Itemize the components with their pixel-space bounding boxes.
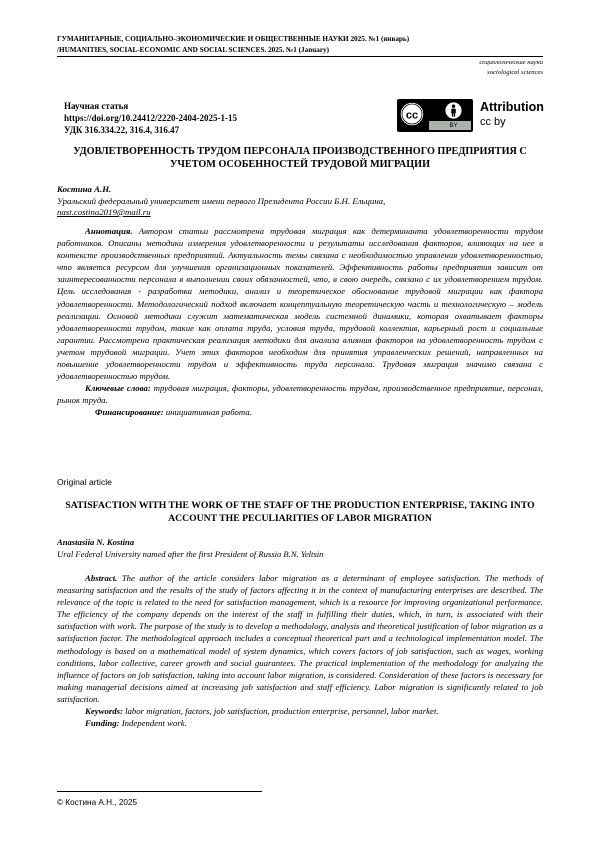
keywords-en: [57, 705, 543, 717]
footnote-divider: [57, 791, 262, 792]
abstract-ru-block: [57, 225, 543, 419]
funding-ru-label: Финансирование:: [95, 407, 164, 417]
section-topic: [479, 58, 543, 78]
funding-en-label: Funding:: [85, 718, 120, 728]
keywords-en-text: labor migration, factors, job satisfaction, production enterprise, personnel, labor market.: [125, 706, 438, 716]
abstract-ru: [57, 225, 543, 382]
abstract-en: [57, 572, 543, 705]
udc-code: УДК 316.334.22, 316.4, 316.47: [64, 124, 237, 136]
topic-en: sociological sciences: [479, 68, 543, 78]
keywords-ru-label: Ключевые слова:: [85, 383, 151, 393]
article-title-en: SATISFACTION WITH THE WORK OF THE STAFF OF THE PRODUCTION ENTERPRISE, TAKING INTO ACCOUNT THE PECULIARITIES OF LABOR MIGRATION: [57, 500, 543, 525]
doi-link[interactable]: https://doi.org/10.24412/2220-2404-2025-1-15: [64, 112, 237, 124]
person-icon: [444, 101, 463, 120]
journal-header-ru: ГУМАНИТАРНЫЕ, СОЦИАЛЬНО-ЭКОНОМИЧЕСКИЕ И ОБЩЕСТВЕННЫЕ НАУКИ 2025. №1 (январь): [57, 34, 547, 45]
topic-ru: социологические науки: [479, 58, 543, 68]
svg-text:cc: cc: [406, 110, 418, 122]
copyright-notice: © Костина А.Н., 2025: [57, 797, 137, 808]
keywords-ru: [57, 382, 543, 406]
author-affiliation-ru: Уральский федеральный университет имени первого Президента России Б.Н. Ельцина,: [57, 196, 385, 207]
journal-header: [57, 34, 547, 56]
cc-icon: [399, 101, 425, 127]
article-meta: [64, 100, 237, 136]
abstract-en-text: The author of the article considers labor migration as a determinant of employee satisfaction. The methods of measuring satisfaction and the results of the study of factors affecting it in the context of manufacturing enterprises are described. The relevance of the topic is related to the need for satisfaction management, which is a resource for improving organizational performance. The efficiency of the company depends on the interest of the staff in fulfilling their duties, which, in turn, is associated with their satisfaction with work. The purpose of the study is to develop a methodology, analysis and theoretical justification of labor migration as a satisfaction factor. The methodological approach includes a conceptual theoretical part and a technological implementation model. The methodology is based on a mathematical model of system dynamics, which covers factors of job satisfaction, such as wages, working conditions, labor collective, career growth and social guarantees. The practical implementation of the methodology for analyzing the influence of factors on job satisfaction, taking into account labor migration, is considered. Consideration of these factors is necessary for making managerial decisions aimed at increasing job satisfaction and staff efficiency. Labor migration is significantly related to job satisfaction.: [57, 573, 543, 704]
author-name-ru: Костина А.Н.: [57, 184, 111, 195]
license-subtitle: cc by: [480, 116, 506, 129]
journal-page: [0, 0, 600, 848]
cc-license-badge[interactable]: [397, 99, 546, 132]
original-article-label: Original article: [57, 477, 112, 488]
by-label: BY: [437, 122, 470, 130]
funding-en: [57, 717, 543, 729]
author-affiliation-en: Ural Federal University named after the first President of Russia B.N. Yeltsin: [57, 549, 323, 560]
abstract-ru-text: Автором статьи рассмотрена трудовая миграция как детерминанта удовлетворенности трудом работников. Описаны методики измерения удовлетворенности и результаты исследования факторов, влияющих на нее в контексте производственных предприятий. Актуальность темы связана с необходимостью управления удовлетворенностью, что является ресурсом для улучшения организационных показателей. Эффективность работы предприятия зависит от заинтересованности персонала в выполнении своих обязанностей, что, в свою очередь, связано с их удовлетворением трудом. Цель исследования - разработка методики, анализ и теоретическое обоснование трудовой миграции как фактора удовлетворенности. Методологический подход включает концептуальную теоретическую часть и технологическую – модель реализации. Основой методики служит математическая модель системной динамики, которая охватывает факторы удовлетворенности трудом, такие как оплата труда, условия труда, трудовой коллектив, карьерный рост и социальные гарантии. Рассмотрена практическая реализация методики для анализа влияния факторов на удовлетворенность трудом с учетом трудовой миграции. Учет этих факторов необходим для принятия управленческих решений, направленных на повышение удовлетворенности трудом и эффективность труда персонала. Трудовая миграция значимо связана с удовлетворенностью трудом.: [57, 226, 543, 381]
abstract-ru-label: Аннотация.: [85, 226, 133, 236]
funding-ru: [57, 406, 543, 418]
article-title-ru: УДОВЛЕТВОРЕННОСТЬ ТРУДОМ ПЕРСОНАЛА ПРОИЗВОДСТВЕННОГО ПРЕДПРИЯТИЯ С УЧЕТОМ ОСОБЕННОСТЕЙ ТРУДОВОЙ МИГРАЦИИ: [70, 146, 530, 171]
author-email[interactable]: nast.costina2019@mail.ru: [57, 207, 151, 218]
keywords-en-label: Keywords:: [85, 706, 123, 716]
journal-header-en: /HUMANITIES, SOCIAL-ECONOMIC AND SOCIAL SCIENCES. 2025. №1 (January): [57, 45, 547, 56]
author-name-en: Anastasiia N. Kostina: [57, 537, 134, 548]
article-type: Научная статья: [64, 100, 237, 112]
cc-badge-box: [397, 99, 473, 132]
abstract-en-block: [57, 572, 543, 729]
header-divider: [57, 56, 543, 57]
funding-ru-text: инициативная работа.: [166, 407, 252, 417]
keywords-ru-text: трудовая миграция, факторы, удовлетворенность трудом, производственное предприятие, персонал, рынок труда.: [57, 383, 543, 405]
funding-en-text: Independent work.: [122, 718, 187, 728]
abstract-en-label: Abstract.: [85, 573, 117, 583]
license-title: Attribution: [480, 100, 544, 114]
